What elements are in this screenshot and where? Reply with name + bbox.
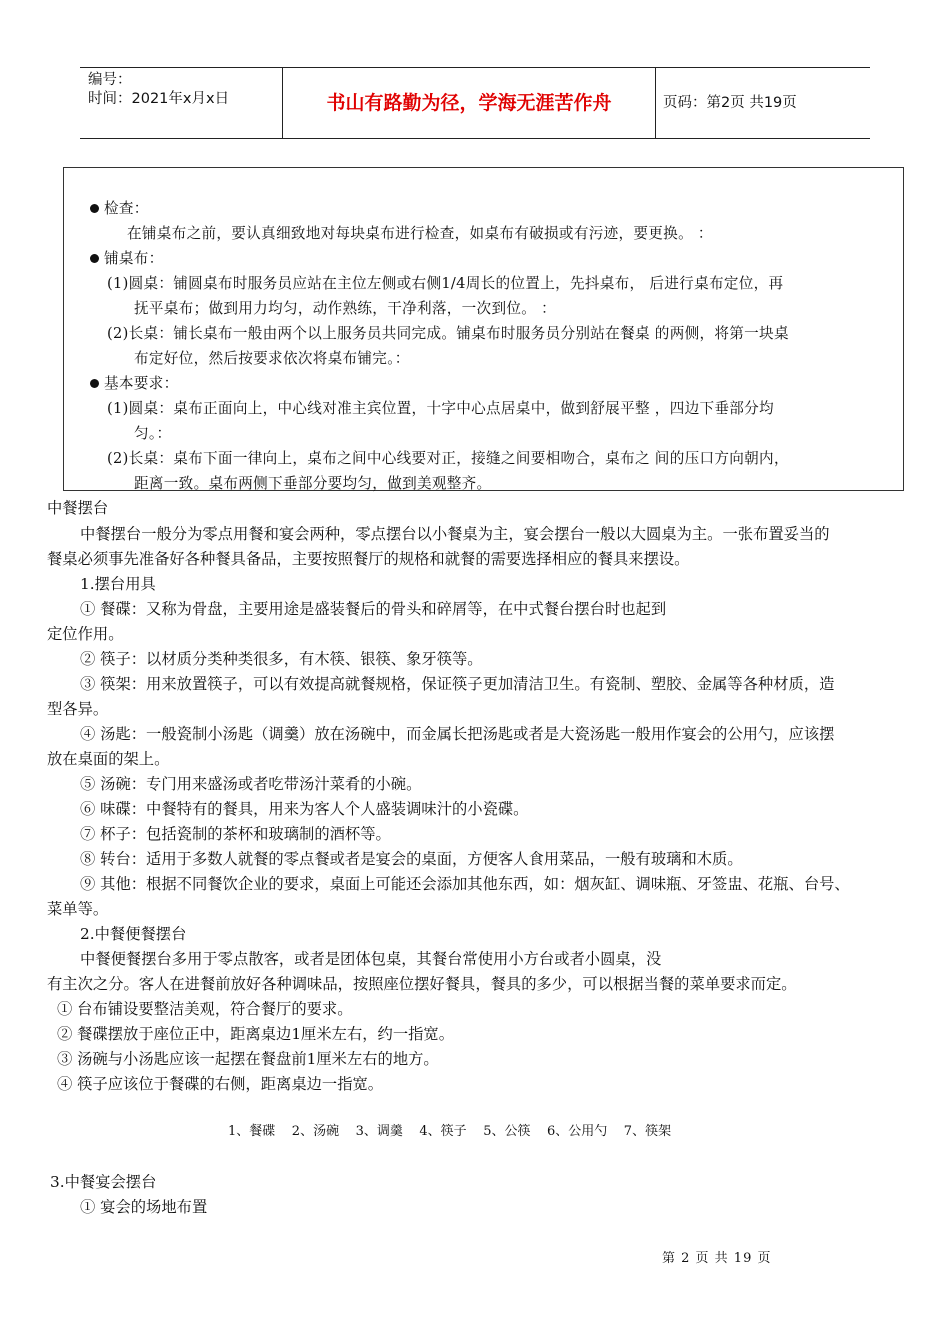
lay-round-1: (1)圆桌：铺圆桌布时服务员应站在主位左侧或右侧1/4周长的位置上，先抖桌布， 后进行桌布定位，再 [107,275,784,292]
bullet-icon [90,379,99,388]
list-item: ① 台布铺设要整洁美观，符合餐厅的要求。 [57,1000,353,1018]
list-item: ③ 筷架：用来放置筷子，可以有效提高就餐规格，保证筷子更加清洁卫生。有瓷制、塑胶、金属等各种材质，造 [80,675,835,693]
paragraph-line: 有主次之分。客人在进餐前放好各种调味品，按照座位摆好餐具，餐具的多少，可以根据当餐的菜单要求而定。 [47,975,797,993]
list-item-cont: 放在桌面的架上。 [47,750,170,768]
subsection-1-title: 1.摆台用具 [80,575,156,593]
header-page-info: 页码：第2页 共19页 [663,95,797,111]
intro-line-2: 餐桌必须事先准备好各种餐具备品，主要按照餐厅的规格和就餐的需要选择相应的餐具来摆设。 [47,550,690,568]
lay-round-2: 抚平桌布；做到用力均匀，动作熟练，干净利落，一次到位。 ： [134,300,556,317]
paragraph-line: 中餐便餐摆台多用于零点散客，或者是团体包桌，其餐台常使用小方台或者小圆桌，没 [80,950,662,968]
intro-line-1: 中餐摆台一般分为零点用餐和宴会两种，零点摆台以小餐桌为主，宴会摆台一般以大圆桌为主。一张布置妥当的 [80,525,830,543]
bullet-icon [90,254,99,263]
section-heading: 中餐摆台 [47,499,109,517]
page-footer: 第 2 页 共 19 页 [662,1251,772,1266]
lay-heading: 铺桌布： [90,247,164,268]
check-text: 在铺桌布之前，要认真细致地对每块桌布进行检查，如桌布有破损或有污迹，要更换。 ： [127,225,713,242]
req-long-2: 距离一致。桌布两侧下垂部分要均匀，做到美观整齐。 [134,475,492,492]
list-item-cont: 定位作用。 [47,625,124,643]
header-motto: 书山有路勤为径，学海无涯苦作舟 [283,68,656,138]
list-item-cont: 菜单等。 [47,900,109,918]
req-round-2: 匀。： [134,425,172,442]
list-item: ⑧ 转台：适用于多数人就餐的零点餐或者是宴会的桌面，方便客人食用菜品，一般有玻璃和木质。 [80,850,743,868]
req-long-1: (2)长桌：桌布下面一律向上，桌布之间中心线要对正，接缝之间要相吻合，桌布之 间的压口方向朝内， [107,450,789,467]
list-item: ⑤ 汤碗：专门用来盛汤或者吃带汤汁菜肴的小碗。 [80,775,422,793]
check-heading: 检查： [90,197,149,218]
list-item: ⑦ 杯子：包括瓷制的茶杯和玻璃制的酒杯等。 [80,825,391,843]
header-meta [80,68,283,138]
bullet-icon [90,204,99,213]
number-label: 编号： [88,72,132,88]
figure-legend: 1、餐碟 2、汤碗 3、调羹 4、筷子 5、公筷 6、公用勺 7、筷架 [228,1124,672,1139]
list-item: ④ 筷子应该位于餐碟的右侧，距离桌边一指宽。 [57,1075,384,1093]
subsection-2-title: 2.中餐便餐摆台 [80,925,187,943]
list-item-cont: 型各异。 [47,700,109,718]
list-item: ⑥ 味碟：中餐特有的餐具，用来为客人个人盛装调味汁的小瓷碟。 [80,800,529,818]
subsection-3-title: 3.中餐宴会摆台 [50,1173,157,1191]
req-heading: 基本要求： [90,372,178,393]
list-item: ① 餐碟：又称为骨盘，主要用途是盛装餐后的骨头和碎屑等，在中式餐台摆台时也起到 [80,600,667,618]
date-line: 时间：2021年x月x日 [88,91,230,107]
lay-long-1: (2)长桌：铺长桌布一般由两个以上服务员共同完成。铺桌布时服务员分别站在餐桌 的两侧，将第一块桌 [107,325,789,342]
lay-long-2: 布定好位，然后按要求依次将桌布铺完。： [134,350,410,367]
list-item: ④ 汤匙：一般瓷制小汤匙（调羹）放在汤碗中，而金属长把汤匙或者是大瓷汤匙一般用作宴会的公用勺，应该摆 [80,725,835,743]
list-item: ⑨ 其他：根据不同餐饮企业的要求，桌面上可能还会添加其他东西，如：烟灰缸、调味瓶、牙签盅、花瓶、台号、 [80,875,850,893]
list-item: ① 宴会的场地布置 [80,1198,208,1216]
list-item: ③ 汤碗与小汤匙应该一起摆在餐盘前1厘米左右的地方。 [57,1050,439,1068]
list-item: ② 餐碟摆放于座位正中，距离桌边1厘米左右，约一指宽。 [57,1025,455,1043]
req-round-1: (1)圆桌：桌布正面向上，中心线对准主宾位置，十字中心点居桌中，做到舒展平整 ，四边下垂部分均 [107,400,774,417]
list-item: ② 筷子：以材质分类种类很多，有木筷、银筷、象牙筷等。 [80,650,483,668]
document-header [80,67,870,139]
